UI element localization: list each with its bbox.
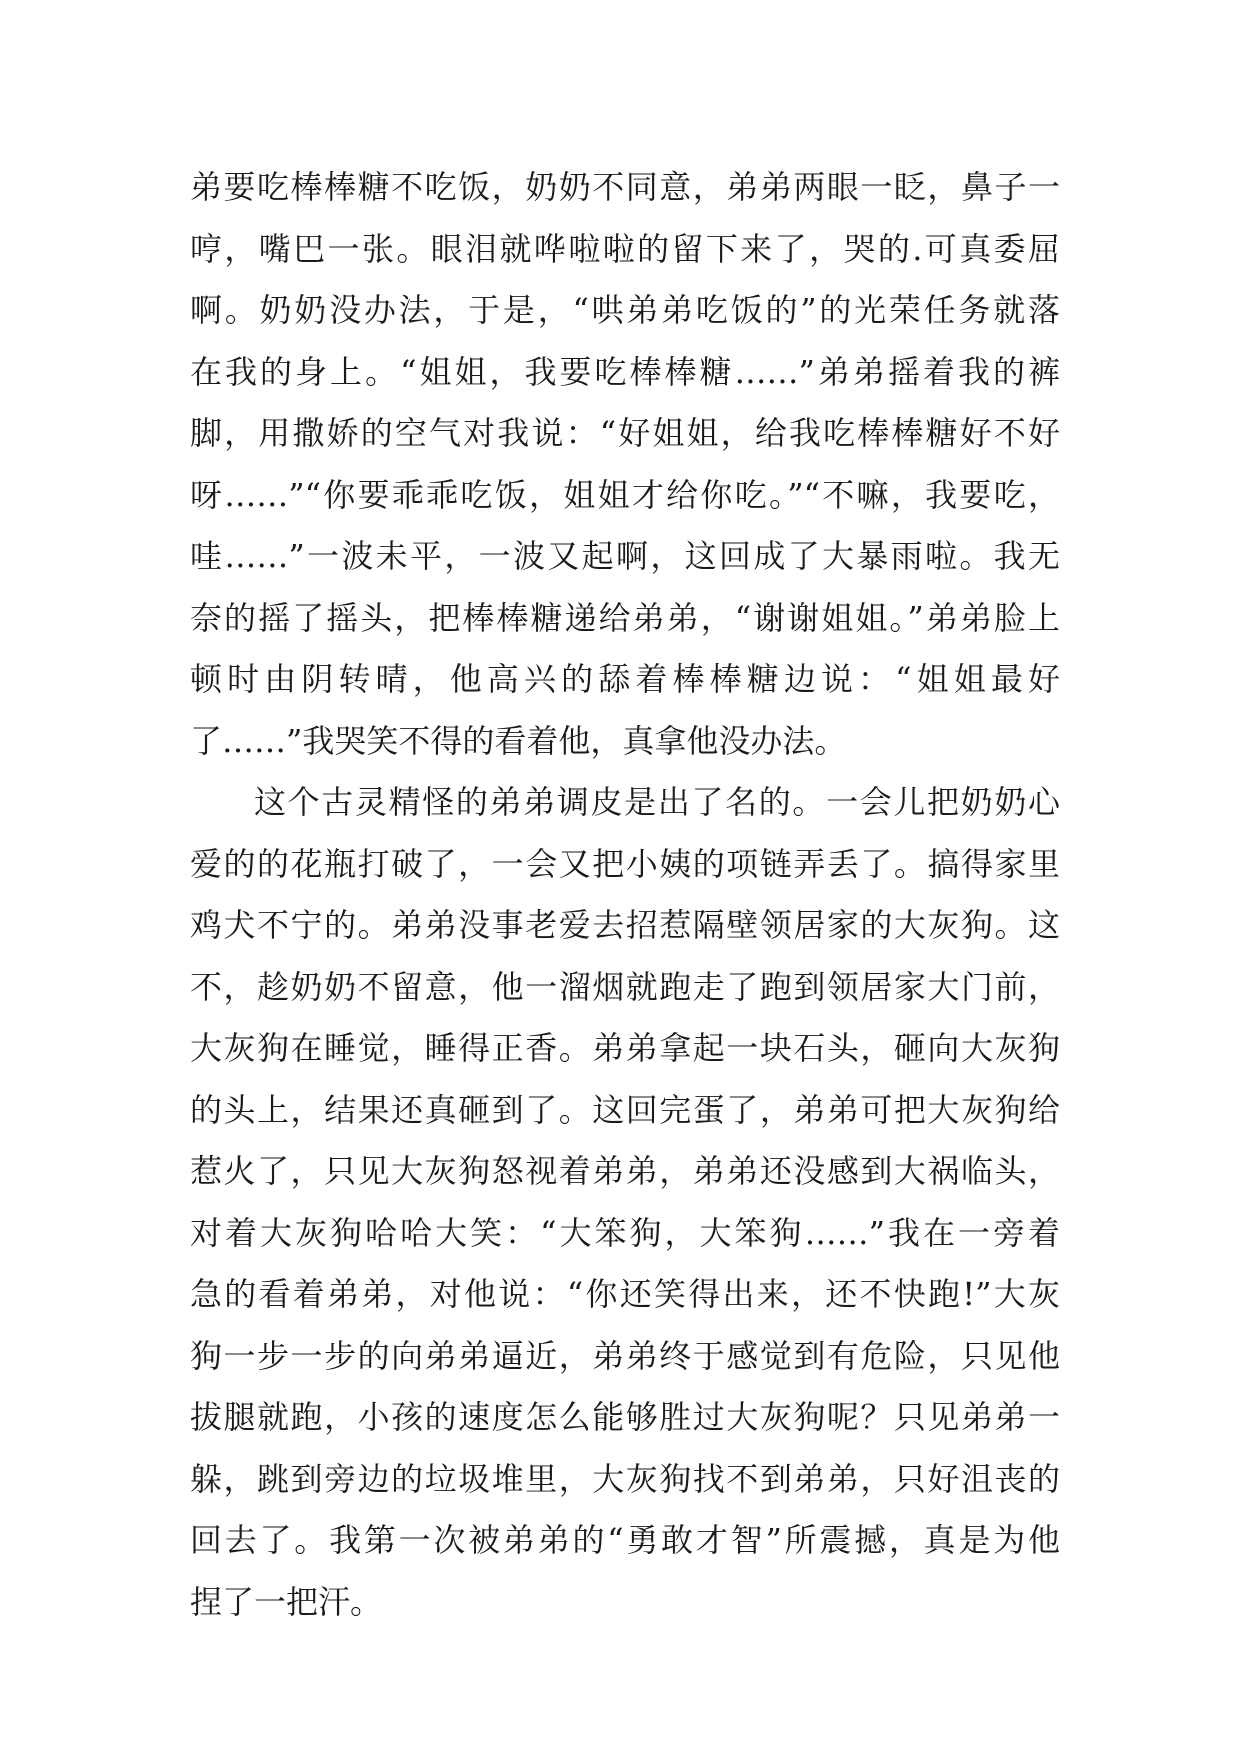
text-line: 拔腿就跑，小孩的速度怎么能够胜过大灰狗呢？只见弟弟一 xyxy=(190,1398,1060,1436)
text-line: 这个古灵精怪的弟弟调皮是出了名的。一会儿把奶奶心 xyxy=(254,783,1060,821)
text-line: 狗一步一步的向弟弟逼近，弟弟终于感觉到有危险，只见他 xyxy=(190,1336,1060,1375)
text-line: 躲，跳到旁边的垃圾堆里，大灰狗找不到弟弟，只好沮丧的 xyxy=(190,1459,1060,1498)
text-line: 脚，用撒娇的空气对我说：“好姐姐，给我吃棒棒糖好不好 xyxy=(190,414,1060,452)
text-line: 回去了。我第一次被弟弟的“勇敢才智”所震撼，真是为他 xyxy=(190,1521,1060,1559)
text-line: 不，趁奶奶不留意，他一溜烟就跑走了跑到领居家大门前， xyxy=(190,967,1060,1006)
text-line: 呀……”“你要乖乖吃饭，姐姐才给你吃。”“不嘛，我要吃， xyxy=(190,475,1060,514)
text-line: 哼，嘴巴一张。眼泪就哗啦啦的留下来了，哭的.可真委屈 xyxy=(190,229,1060,268)
text-line: 奈的摇了摇头，把棒棒糖递给弟弟，“谢谢姐姐。”弟弟脸上 xyxy=(190,598,1060,637)
text-line: 顿时由阴转晴，他高兴的舔着棒棒糖边说：“姐姐最好 xyxy=(190,660,1060,698)
text-line: 惹火了，只见大灰狗怒视着弟弟，弟弟还没感到大祸临头， xyxy=(190,1152,1060,1190)
text-line: 急的看着弟弟，对他说：“你还笑得出来，还不快跑!”大灰 xyxy=(190,1275,1060,1313)
text-line: 的头上，结果还真砸到了。这回完蛋了，弟弟可把大灰狗给 xyxy=(190,1090,1060,1129)
text-line: 对着大灰狗哈哈大笑：“大笨狗，大笨狗……”我在一旁着 xyxy=(190,1213,1060,1252)
document-body xyxy=(190,157,1060,1633)
text-line: 鸡犬不宁的。弟弟没事老爱去招惹隔壁领居家的大灰狗。这 xyxy=(190,906,1060,944)
text-line: 啊。奶奶没办法，于是，“哄弟弟吃饭的”的光荣任务就落 xyxy=(190,291,1060,329)
text-line: 爱的的花瓶打破了，一会又把小姨的项链弄丢了。搞得家里 xyxy=(190,844,1060,883)
text-line: 大灰狗在睡觉，睡得正香。弟弟拿起一块石头，砸向大灰狗 xyxy=(190,1029,1060,1067)
text-line: 哇……”一波未平，一波又起啊，这回成了大暴雨啦。我无 xyxy=(190,537,1060,575)
text-line: 捏了一把汗。 xyxy=(190,1582,383,1621)
text-line: 弟要吃棒棒糖不吃饭，奶奶不同意，弟弟两眼一眨，鼻子一 xyxy=(190,168,1060,206)
text-line: 了……”我哭笑不得的看着他，真拿他没办法。 xyxy=(190,721,847,760)
paragraph-1 xyxy=(190,157,1060,772)
text-line: 在我的身上。“姐姐，我要吃棒棒糖……”弟弟摇着我的裤 xyxy=(190,352,1060,391)
paragraph-2 xyxy=(190,772,1060,1633)
